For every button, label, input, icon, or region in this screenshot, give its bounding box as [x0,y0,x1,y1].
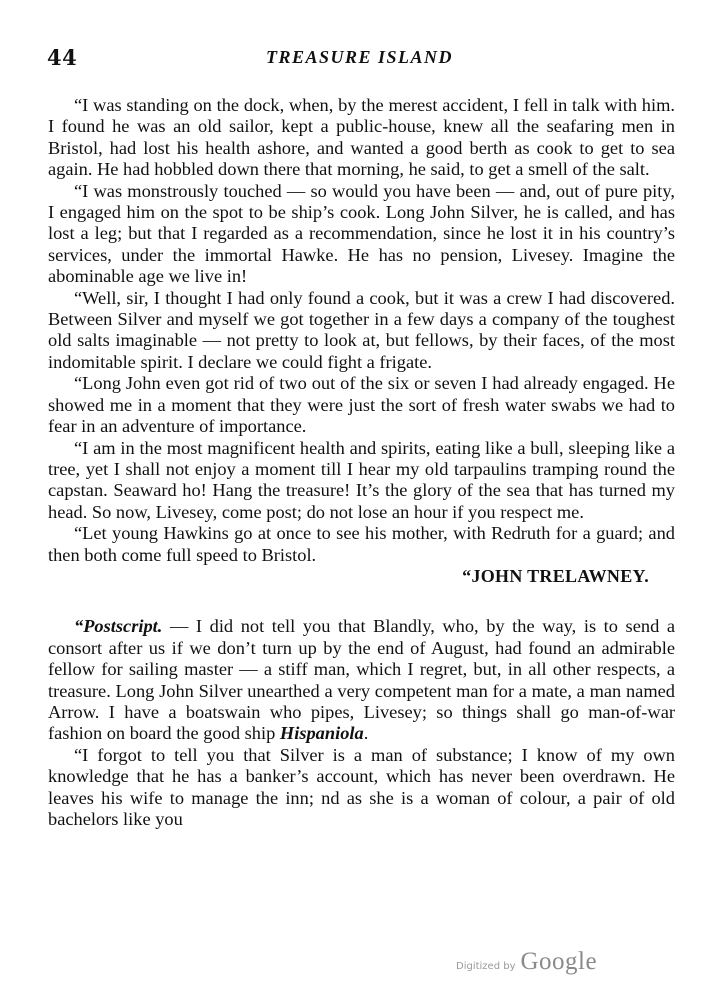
paragraph: “I was standing on the dock, when, by the merest accident, I fell in talk with him. I found he was an old sailor, kept a public-house, knew all the seafaring men in Bristol, had lost his health ashore, and wanted a good berth as cook to get to sea again. He had hobbled down there that morning, he said, to get a smell of the salt. [48,95,675,180]
postscript-end: . [363,723,369,744]
page-header [47,45,672,75]
page-number: 44 [47,45,78,70]
digitized-label: Digitized by [456,961,516,972]
google-logo: Google [520,948,598,975]
ship-name: Hispaniola [279,723,364,744]
paragraph-gap [48,587,675,616]
paragraph: “Let young Hawkins go at once to see his mother, with Redruth for a guard; and then both come full speed to Bristol. [48,523,675,565]
paragraph: “Long John even got rid of two out of the six or seven I had already engaged. He showed me in a moment that they were just the sort of fresh water swabs we had to fear in an adventure of importance. [48,373,675,437]
digitized-watermark [456,948,597,976]
paragraph: “I forgot to tell you that Silver is a man of substance; I know of my own knowledge that he has a banker’s account, which has never been overdrawn. He leaves his wife to manage the inn; nd as she is a woman of colour, a pair of old bachelors like you [48,744,675,829]
paragraph: “I was monstrously touched — so would you have been — and, out of pure pity, I engaged him on the spot to be ship’s cook. Long John Silver, he is called, and has lost a leg; but that I regarded as a recommendation, since he lost it in his country’s services, under the immortal Hawke. He has no pension, Livesey. Imagine the abominable age we live in! [48,180,675,287]
postscript-text: — I did not tell you that Blandly, who, by the way, is to send a consort after us if we don’t turn up by the end of August, had found an admirable fellow for sailing master — a stiff man, which I regret, but, in all other respects, a treasure. Long John Silver unearthed a very competent man for a mate, a man named Arrow. I have a boatswain who pipes, Livesey; so things shall go man-of-war fashion on board the good ship [48,616,675,744]
paragraph: “I am in the most magnificent health and spirits, eating like a bull, sleeping like a tree, yet I shall not enjoy a moment till I hear my old tarpaulins tramping round the capstan. Seaward ho! Hang the treasure! It’s the glory of the sea that has turned my head. So now, Livesey, come post; do not lose an hour if you respect me. [48,437,675,522]
postscript-paragraph [48,616,675,744]
letter-signature: “JOHN TRELAWNEY. [462,565,649,586]
page-body [48,95,675,830]
running-head: TREASURE ISLAND [265,47,454,67]
paragraph: “Well, sir, I thought I had only found a cook, but it was a crew I had discovered. Between Silver and myself we got together in a few days a company of the toughest old salts imaginable — not pretty to look at, but fellows, by their faces, of the most indomitable spirit. I declare we could fight a frigate. [48,287,675,372]
postscript-label: “Postscript. [74,616,163,637]
